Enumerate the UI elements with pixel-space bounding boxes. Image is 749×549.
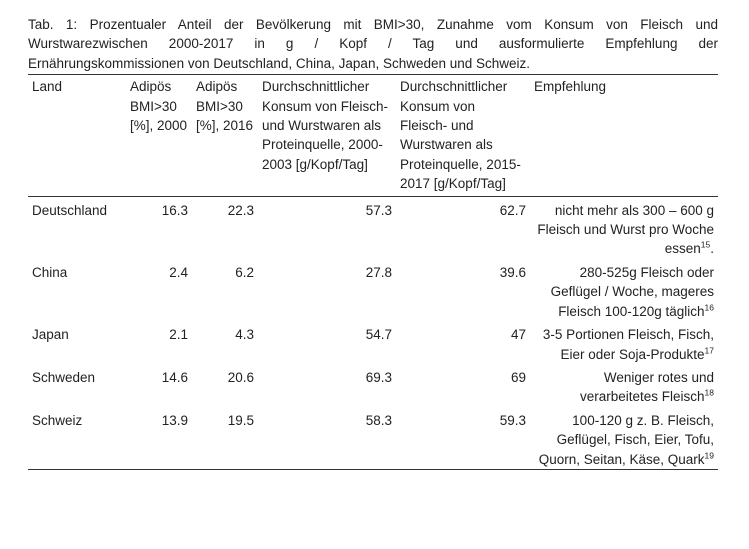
cell-konsum-2000-2003: 54.7	[365, 327, 392, 343]
footnote-ref: 17	[704, 345, 714, 355]
cell-land: Deutschland	[32, 202, 108, 218]
table-row	[28, 407, 718, 470]
header-land: Land	[28, 75, 126, 196]
caption-line-1: Tab. 1: Prozentualer Anteil der Bevölkerung mit BMI>30, Zunahme vom Konsum von Fleisch und	[28, 17, 718, 32]
data-table	[28, 74, 718, 470]
cell-empfehlung	[530, 196, 718, 259]
cell-konsum-2015-2017: 59.3	[499, 412, 526, 428]
empfehlung-text: 100-120 g z. B. Fleisch, Geflügel, Fisch, Eier, Tofu, Quorn, Seitan, Käse, Quark	[538, 412, 714, 467]
cell-adipos-2000: 2.4	[169, 264, 188, 280]
cell-konsum-2000-2003: 69.3	[365, 369, 392, 385]
footnote-ref: 18	[704, 387, 714, 398]
cell-adipos-2016: 19.5	[227, 412, 254, 428]
header-adipos-2000: Adipös BMI>30 [%], 2000	[126, 75, 192, 196]
cell-konsum-2015-2017: 62.7	[499, 202, 526, 218]
footnote-ref: 19	[704, 450, 714, 461]
cell-empfehlung	[530, 259, 718, 321]
empfehlung-text: nicht mehr als 300 – 600 g Fleisch und Wurst pro Woche essen	[537, 202, 714, 257]
cell-adipos-2000: 14.6	[161, 369, 188, 385]
cell-konsum-2000-2003: 58.3	[365, 412, 392, 428]
cell-empfehlung	[530, 364, 718, 407]
cell-empfehlung	[530, 321, 718, 364]
empfehlung-text: Weniger rotes und verarbeitetes Fleisch	[579, 369, 714, 405]
cell-land: Schweiz	[32, 412, 83, 428]
table-header-row	[28, 75, 718, 196]
caption-line-3: Ernährungskommissionen von Deutschland, China, Japan, Schweden und Schweiz.	[28, 55, 531, 71]
cell-adipos-2016: 4.3	[235, 327, 254, 343]
cell-konsum-2015-2017: 47	[510, 327, 526, 343]
header-konsum-2000-2003: Durchschnittlicher Konsum von Fleisch- und Wurstwaren als Proteinquelle, 2000-2003 [g/Kopf/Tag]	[258, 75, 396, 196]
cell-land: China	[32, 264, 68, 280]
footnote-ref: 16	[704, 302, 714, 313]
cell-adipos-2000: 16.3	[161, 202, 188, 218]
cell-konsum-2000-2003: 57.3	[365, 202, 392, 218]
empfehlung-text: 280-525g Fleisch oder Geflügel / Woche, mageres Fleisch 100-120g täglich	[550, 264, 714, 319]
cell-adipos-2016: 6.2	[235, 264, 254, 280]
header-adipos-2016: Adipös BMI>30 [%], 2016	[192, 75, 258, 196]
cell-empfehlung	[530, 407, 718, 470]
caption-line-2: Wurstwarezwischen 2000-2017 in g / Kopf / Tag und ausformulierte Empfehlung der	[28, 36, 718, 52]
header-konsum-2015-2017: Durchschnittlicher Konsum von Fleisch- und Wurstwaren als Proteinquelle, 2015-2017 [g/Kopf/Tag]	[396, 75, 530, 196]
cell-konsum-2015-2017: 39.6	[499, 264, 526, 280]
cell-adipos-2016: 22.3	[227, 202, 254, 218]
table-row	[28, 321, 718, 364]
document-page	[28, 15, 718, 470]
cell-adipos-2000: 13.9	[161, 412, 188, 428]
table-row	[28, 364, 718, 407]
cell-land: Schweden	[32, 369, 96, 385]
cell-land: Japan	[32, 327, 69, 343]
table-row	[28, 259, 718, 321]
cell-konsum-2015-2017: 69	[510, 369, 526, 385]
table-caption	[28, 15, 718, 73]
empfehlung-trail: .	[710, 241, 714, 257]
empfehlung-text: 3-5 Portionen Fleisch, Fisch, Eier oder Soja-Produkte	[542, 327, 714, 362]
cell-adipos-2016: 20.6	[227, 369, 254, 385]
cell-adipos-2000: 2.1	[169, 327, 188, 343]
header-empfehlung: Empfehlung	[530, 75, 718, 196]
table-row	[28, 196, 718, 259]
cell-konsum-2000-2003: 27.8	[365, 264, 392, 280]
footnote-ref: 15	[700, 239, 711, 250]
